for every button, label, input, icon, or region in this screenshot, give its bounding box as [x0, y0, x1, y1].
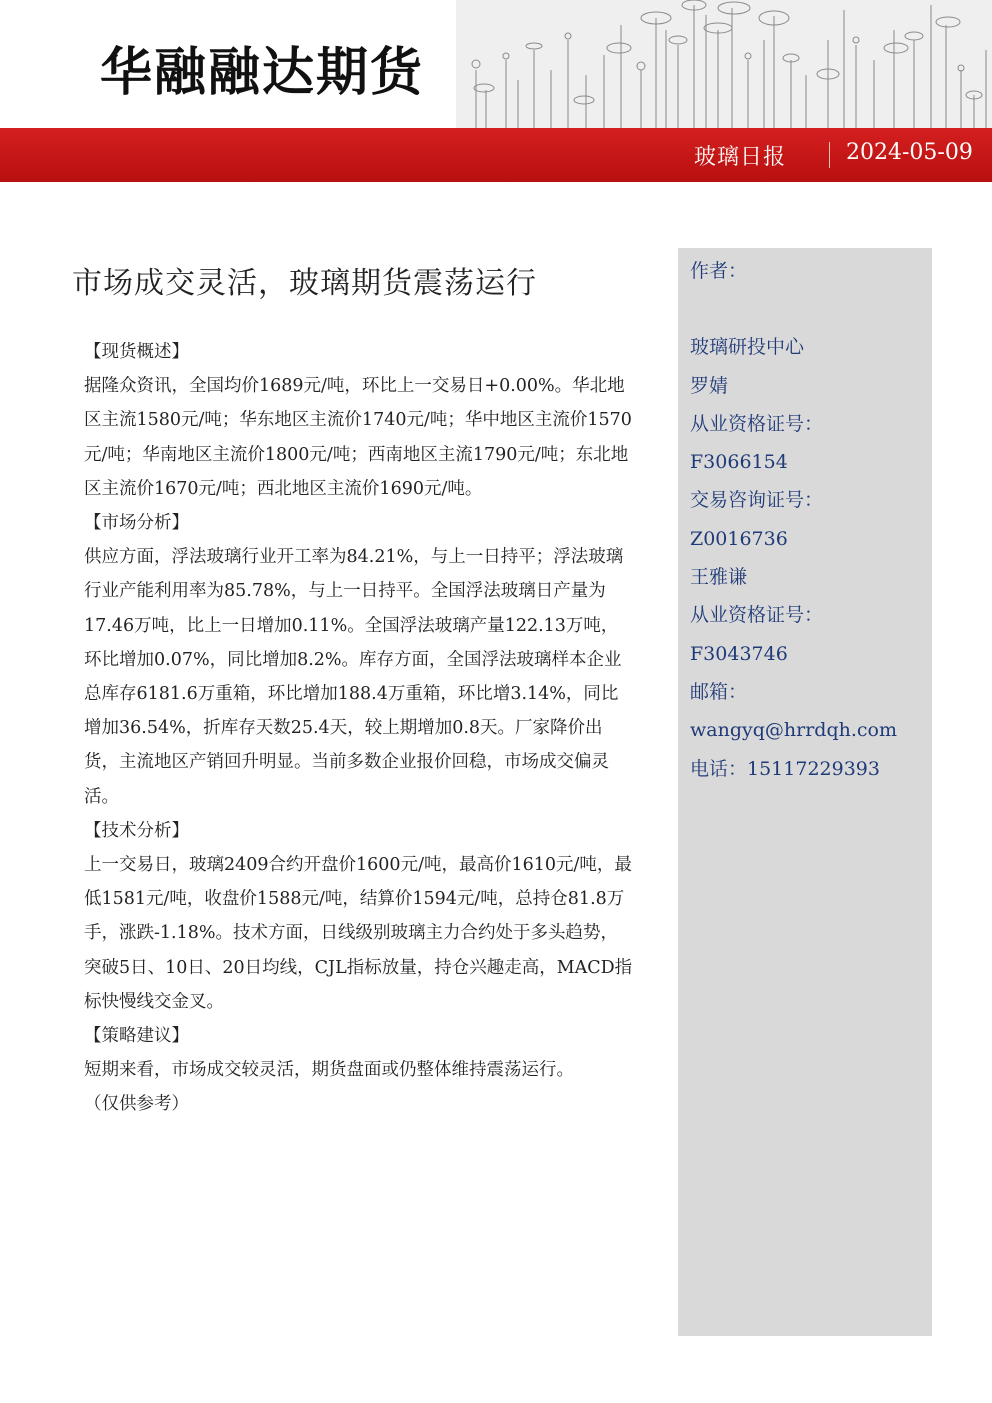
- header-red-band: [0, 128, 992, 182]
- section-heading-market: 【市场分析】: [84, 513, 189, 534]
- phone-number: 电话：15117229393: [690, 757, 880, 780]
- section-heading-spot: 【现货概述】: [84, 342, 189, 362]
- article-body: [84, 335, 634, 1122]
- author1-consult-number: Z0016736: [690, 527, 788, 550]
- author1-name: 罗婧: [690, 374, 729, 397]
- author2-name: 王雅谦: [690, 566, 748, 589]
- author-label: 作者：: [690, 260, 748, 282]
- section-body-spot: 据隆众资讯，全国均价1689元/吨，环比上一交易日+0.00%。华北地区主流1580元/吨；华东地区主流价1740元/吨；华中地区主流价1570元/吨；华南地区主流价1800元/吨；西南地区主流1790元/吨；东北地区主流价1670元/吨；西北地区主流价1690元/吨。: [84, 376, 632, 499]
- author2-qualification-label: 从业资格证号：: [690, 604, 824, 627]
- author-sidebar: [678, 248, 932, 1336]
- decorative-lines-graphic: [456, 0, 992, 128]
- author2-qualification-number: F3043746: [690, 642, 788, 665]
- email-label: 邮箱：: [690, 680, 748, 703]
- author1-qualification-label: 从业资格证号：: [690, 412, 824, 435]
- company-logo: 华融融达期货: [100, 43, 425, 103]
- header-decoration: [456, 0, 992, 128]
- disclaimer: （仅供参考）: [84, 1094, 189, 1115]
- section-body-technical: 上一交易日，玻璃2409合约开盘价1600元/吨，最高价1610元/吨，最低1581元/吨，收盘价1588元/吨，结算价1594元/吨，总持仓81.8万手，涨跌-1.18%。技术方面，日线级别玻璃主力合约处于多头趋势，突破5日、10日、20日均线，CJL指标放量，持仓兴趣走高，MACD指标快慢线交金叉。: [84, 855, 633, 1012]
- section-heading-technical: 【技术分析】: [84, 820, 189, 841]
- email-address[interactable]: wangyq@hrrdqh.com: [690, 719, 897, 742]
- article-title: 市场成交灵活，玻璃期货震荡运行: [72, 266, 537, 301]
- author1-qualification-number: F3066154: [690, 451, 788, 474]
- report-date: 2024-05-09: [846, 140, 973, 165]
- section-body-market: 供应方面，浮法玻璃行业开工率为84.21%，与上一日持平；浮法玻璃行业产能利用率为85.78%，与上一日持平。全国浮法玻璃日产量为17.46万吨，比上一日增加0.11%。全国浮法玻璃产量122.13万吨，环比增加0.07%，同比增加8.2%。库存方面，全国浮法玻璃样本企业总库存6181.6万重箱，环比增加188.4万重箱，环比增3.14%，同比增加36.54%，折库存天数25.4天，较上期增加0.8天。厂家降价出货，主流地区产销回升明显。当前多数企业报价回稳，市场成交偏灵活。: [84, 547, 624, 807]
- section-body-strategy: 短期来看，市场成交较灵活，期货盘面或仍整体维持震荡运行。: [84, 1060, 574, 1081]
- research-center: 玻璃研投中心: [690, 336, 805, 359]
- report-type: 玻璃日报: [694, 145, 787, 170]
- header-divider: [829, 142, 830, 168]
- author1-consult-label: 交易咨询证号：: [690, 489, 824, 512]
- section-heading-strategy: 【策略建议】: [84, 1026, 189, 1047]
- sidebar-spacer: [690, 290, 897, 328]
